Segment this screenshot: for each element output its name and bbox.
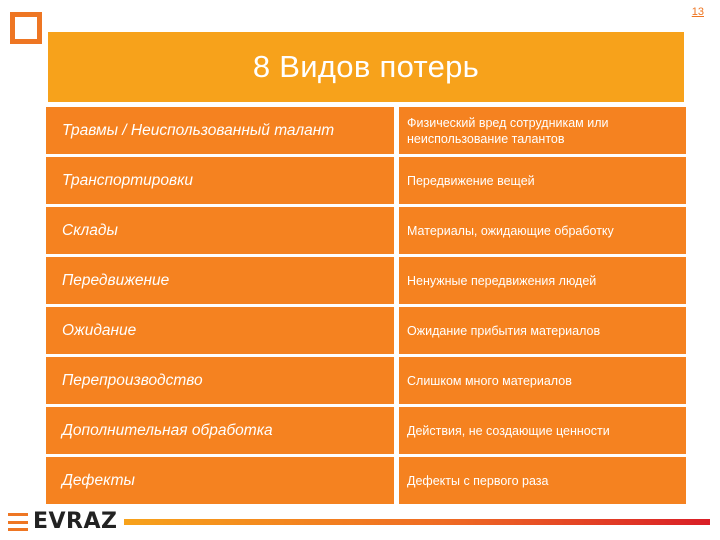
- waste-table: [46, 107, 686, 507]
- waste-term: Перепроизводство: [46, 357, 394, 404]
- table-row: [46, 407, 686, 454]
- waste-description: Слишком много материалов: [399, 357, 686, 404]
- waste-description: Передвижение вещей: [399, 157, 686, 204]
- waste-term: Ожидание: [46, 307, 394, 354]
- table-row: [46, 457, 686, 504]
- waste-description: Действия, не создающие ценности: [399, 407, 686, 454]
- title-banner: [48, 32, 684, 102]
- table-row: [46, 307, 686, 354]
- table-row: [46, 257, 686, 304]
- footer-gradient-line: [124, 519, 710, 525]
- page-number: 13: [691, 6, 704, 18]
- waste-description: Материалы, ожидающие обработку: [399, 207, 686, 254]
- logo-text: EVRAZ: [33, 509, 118, 534]
- table-row: [46, 107, 686, 154]
- waste-description: Дефекты с первого раза: [399, 457, 686, 504]
- waste-term: Дефекты: [46, 457, 394, 504]
- waste-description: Ожидание прибытия материалов: [399, 307, 686, 354]
- table-row: [46, 157, 686, 204]
- waste-term: Транспортировки: [46, 157, 394, 204]
- evraz-logo-bars-icon: [8, 513, 28, 531]
- table-row: [46, 207, 686, 254]
- square-outline-icon: [10, 12, 42, 44]
- waste-term: Передвижение: [46, 257, 394, 304]
- page-title: 8 Видов потерь: [252, 49, 480, 84]
- waste-description: Ненужные передвижения людей: [399, 257, 686, 304]
- waste-description: Физический вред сотрудникам или неиспользование талантов: [399, 107, 686, 154]
- table-row: [46, 357, 686, 404]
- waste-term: Травмы / Неиспользованный талант: [46, 107, 394, 154]
- waste-term: Склады: [46, 207, 394, 254]
- company-logo: [8, 511, 117, 533]
- waste-term: Дополнительная обработка: [46, 407, 394, 454]
